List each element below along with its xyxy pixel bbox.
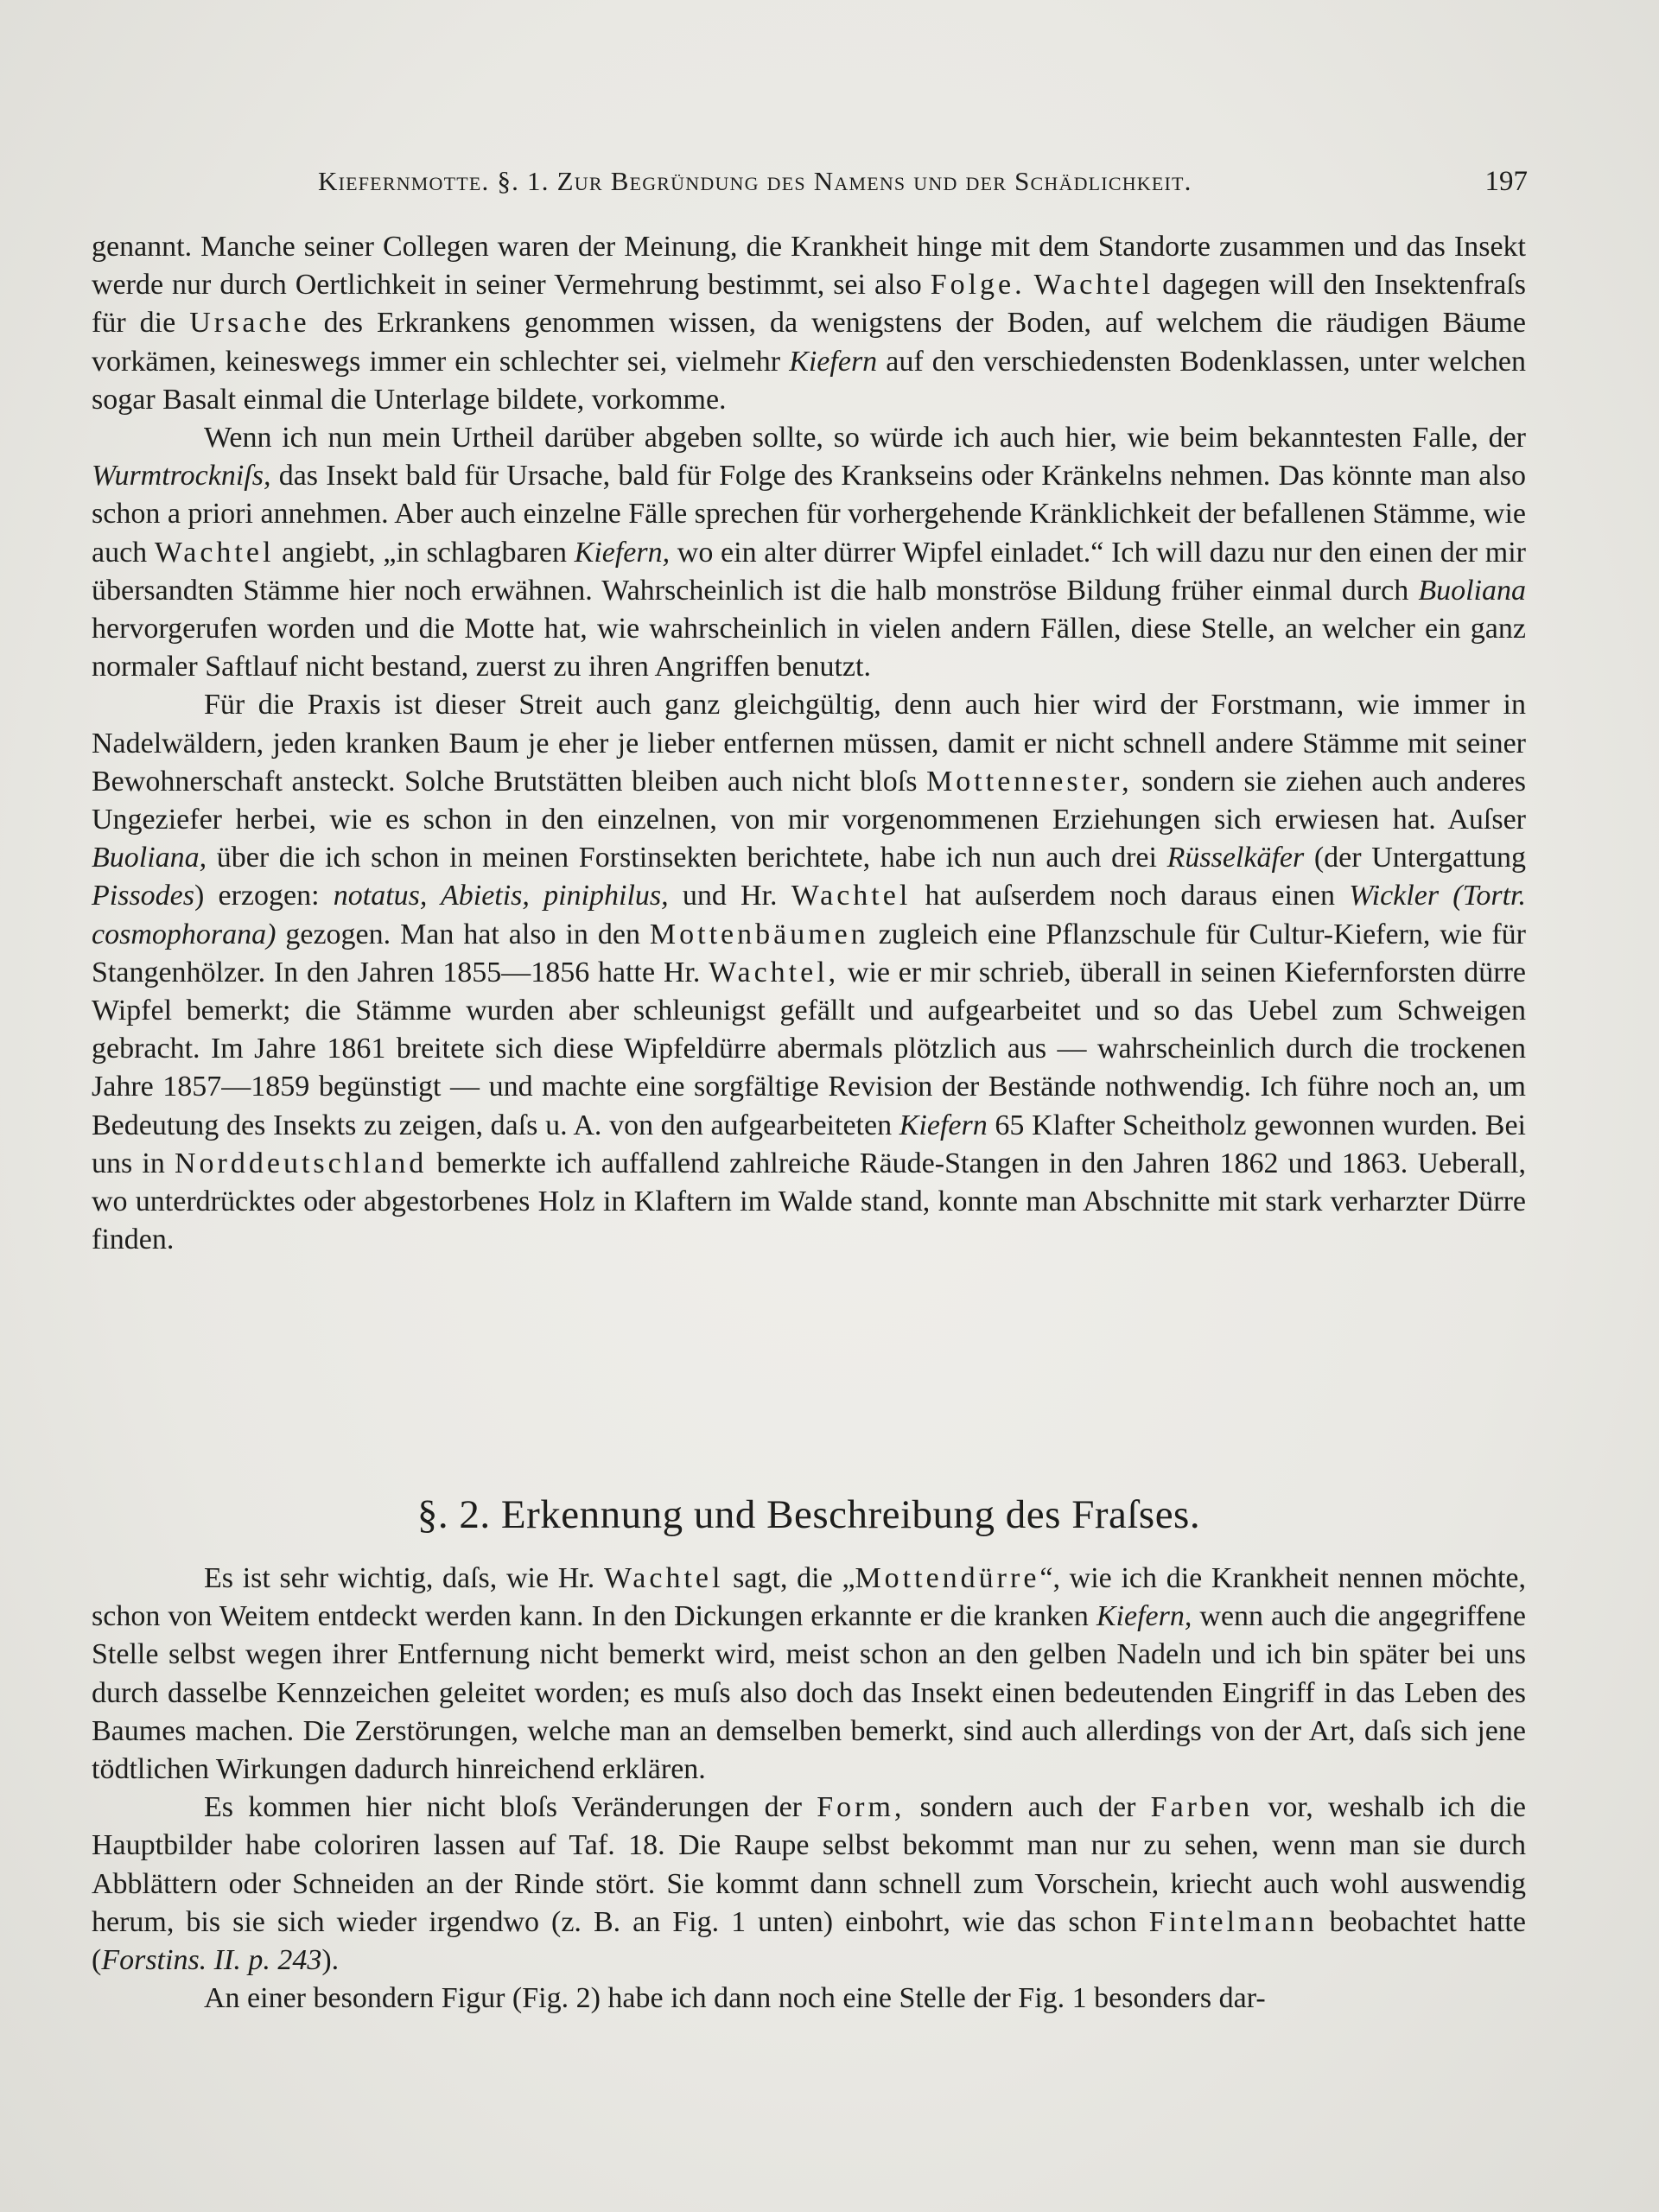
text-run: des Erkrankens genommen wissen, da wenigstens der Boden, auf welchem die räudigen Bäume vorkämen, keineswegs immer ein schlechter sei, vielmehr: [92, 307, 1526, 378]
text-run: sagt, die „: [723, 1562, 855, 1594]
text-run: wenn auch die angegriffene Stelle selbst wegen ihrer Entfernung nicht bemerkt wird, meist schon an den gelben Nadeln und ich bin später bei uns durch dasselbe Kennzeichen geleitet worden; es muſs also doch das Insekt einen bedeutenden Eingriff in das Leben des Baumes machen. Die Zerstörungen, welche man an demselben bemerkt, sind auch allerdings von der Art, daſs sich jene tödtlichen Wirkungen dadurch hinreichend erklären.: [92, 1600, 1526, 1786]
text-run: “, wie ich die Krankheit nennen möchte, schon von Weitem entdeckt werden kann. In den Dickungen erkannte er die kranken: [92, 1562, 1526, 1633]
text-run: wie er mir schrieb, überall in seinen Kiefernforsten dürre Wipfel bemerkt; die Stämme wurden aber schleunigst gefällt und aufgearbeitet und so das Uebel zum Schweigen gebracht. Im Jahre 1861 breitete sich diese Wipfeldürre abermals plötzlich aus — wahrscheinlich durch die trockenen Jahre 1857—1859 begünstigt — und machte eine sorgfältige Revision der Bestände nothwendig. Ich führe noch an, um Bedeutung des Insekts zu zeigen, daſs u. A. von den aufgearbeiteten: [92, 956, 1527, 1141]
text-run: und Hr.: [668, 880, 791, 912]
text-run: Es kommen hier nicht bloſs Veränderungen der: [204, 1791, 817, 1824]
text-run: Es ist sehr wichtig, daſs, wie Hr.: [204, 1562, 604, 1594]
text-run: (der Untergattung: [1304, 842, 1526, 874]
spaced-run: Norddeutschland: [174, 1147, 428, 1179]
text-run: hervorgerufen worden und die Motte hat, wie wahrscheinlich in vielen andern Fällen, diese Stelle, an welcher ein ganz normaler Saftlauf nicht bestand, zuerst zu ihren Angriffen benutzt.: [92, 613, 1526, 683]
paragraph: [92, 419, 1526, 686]
italic-run: Wickler (Tortr. cosmophorana): [92, 880, 1526, 950]
spaced-run: Folge.: [930, 269, 1026, 302]
spaced-run: Form,: [817, 1791, 906, 1824]
section-2-body: [92, 1560, 1526, 2018]
section-heading: §. 2. Erkennung und Beschreibung des Fraſses.: [416, 1492, 1201, 1537]
spaced-run: Farben: [1150, 1791, 1254, 1824]
text-run: Für die Praxis ist dieser Streit auch ganz gleichgültig, denn auch hier wird der Forstmann, wie immer in Nadelwäldern, jeden kranken Baum je eher je lieber entfernen müssen, damit er nicht schnell andere Stämme mit seiner Bewohnerschaft ansteckt. Solche Brutstätten bleiben auch nicht bloſs: [92, 689, 1526, 798]
paragraph: [92, 1980, 1526, 2018]
italic-run: Pissodes: [92, 880, 194, 912]
text-run: beobachtet hatte (: [92, 1905, 1526, 1977]
italic-run: Forstins. II. p. 243: [101, 1944, 322, 1977]
page-header: [93, 166, 1528, 200]
text-run: Wenn ich nun mein Urtheil darüber abgeben sollte, so würde ich auch hier, wie beim bekanntesten Falle, der: [204, 422, 1526, 454]
spaced-run: Mottennester,: [926, 765, 1133, 798]
paragraph: [92, 1560, 1526, 1789]
text-run: angiebt, „in schlagbaren: [274, 536, 575, 569]
spaced-run: Mottenbäumen: [649, 918, 869, 950]
italic-run: Wurmtrockniſs,: [92, 460, 271, 493]
section-1-body: [92, 228, 1526, 1259]
paragraph: [92, 228, 1526, 419]
paragraph: [92, 686, 1526, 1259]
text-run: über die ich schon in meinen Forstinsekten berichtete, habe ich nun auch drei: [207, 842, 1167, 874]
spaced-run: Fintelmann: [1148, 1905, 1318, 1938]
text-run: hat auſserdem noch daraus einen: [911, 880, 1350, 912]
text-run: sondern sie ziehen auch anderes Ungeziefer herbei, wie es schon in den einzelnen, von mir vorgenommenen Erziehungen sich erwiesen hat. Auſser: [92, 765, 1526, 836]
text-run: An einer besondern Figur (Fig. 2) habe ich dann noch eine Stelle der Fig. 1 besonders dar-: [204, 1982, 1266, 2015]
spaced-run: Wachtel: [1033, 269, 1154, 302]
text-run: [1026, 269, 1034, 301]
italic-run: Kiefern: [899, 1109, 988, 1141]
italic-run: Buoliana: [1418, 574, 1526, 607]
italic-run: Kiefern,: [574, 536, 671, 569]
text-run: 65 Klafter Scheitholz gewonnen wurden. Bei uns in: [92, 1109, 1526, 1179]
italic-run: Rüsselkäfer: [1166, 842, 1305, 874]
italic-run: notatus, Abietis, piniphilus,: [333, 880, 669, 912]
text-run: vor, weshalb ich die Hauptbilder habe coloriren lassen auf Taf. 18. Die Raupe selbst bekommt man nur zu sehen, wenn man sie durch Abblättern oder Schneiden an der Rinde stört. Sie kommt dann schnell zum Vorschein, kriecht auch wohl auswendig herum, bis sie sich wieder irgendwo (z. B. an Fig. 1 unten) einbohrt, wie das schon: [92, 1791, 1526, 1938]
italic-run: Kiefern,: [1096, 1600, 1192, 1633]
paragraph: [92, 1789, 1526, 1980]
spaced-run: Mottendürre: [855, 1562, 1040, 1594]
text-run: ) erzogen:: [194, 880, 334, 912]
text-run: wo ein alter dürrer Wipfel einladet.“ Ich will dazu nur den einen der mir übersandten Stämme hier noch erwähnen. Wahrscheinlich ist die halb monströse Bildung früher einmal durch: [92, 536, 1527, 607]
text-run: zugleich eine Pflanzschule für Cultur-Kiefern, wie für Stangenhölzer. In den Jahren 1855—1856 hatte Hr.: [92, 918, 1526, 988]
text-run: dagegen will den Insektenfraſs für die: [92, 269, 1526, 340]
page-number: 197: [1484, 166, 1528, 197]
text-run: gezogen. Man hat also in den: [276, 918, 650, 950]
text-run: auf den verschiedensten Bodenklassen, unter welchen sogar Basalt einmal die Unterlage bildete, vorkomme.: [92, 345, 1526, 416]
text-run: ).: [321, 1944, 340, 1977]
text-run: genannt. Manche seiner Collegen waren der Meinung, die Krankheit hinge mit dem Standorte zusammen und das Insekt werde nur durch Oertlichkeit in seiner Vermehrung bestimmt, sei also: [92, 231, 1526, 302]
text-run: sondern auch der: [905, 1791, 1151, 1824]
italic-run: Kiefern: [789, 345, 878, 378]
text-run: bemerkte ich auffallend zahlreiche Räude-Stangen in den Jahren 1862 und 1863. Ueberall, wo unterdrücktes oder abgestorbenes Holz in Klaftern im Walde stand, konnte man Abschnitte mit stark verharzter Dürre finden.: [92, 1147, 1526, 1256]
running-head: Kiefernmotte. §. 1. Zur Begründung des Namens und der Schädlichkeit.: [318, 166, 1192, 196]
spaced-run: Wachtel: [603, 1562, 724, 1594]
spaced-run: Wachtel: [154, 536, 275, 569]
spaced-run: Wachtel,: [709, 956, 840, 988]
spaced-run: Wachtel: [791, 880, 912, 912]
italic-run: Buoliana,: [92, 842, 207, 874]
text-run: das Insekt bald für Ursache, bald für Folge des Krankseins oder Kränkelns nehmen. Das könnte man also schon a priori annehmen. Aber auch einzelne Fälle sprechen für vorhergehende Kränklichkeit der befallenen Stämme, wie auch: [92, 460, 1526, 569]
spaced-run: Ursache: [189, 307, 310, 340]
